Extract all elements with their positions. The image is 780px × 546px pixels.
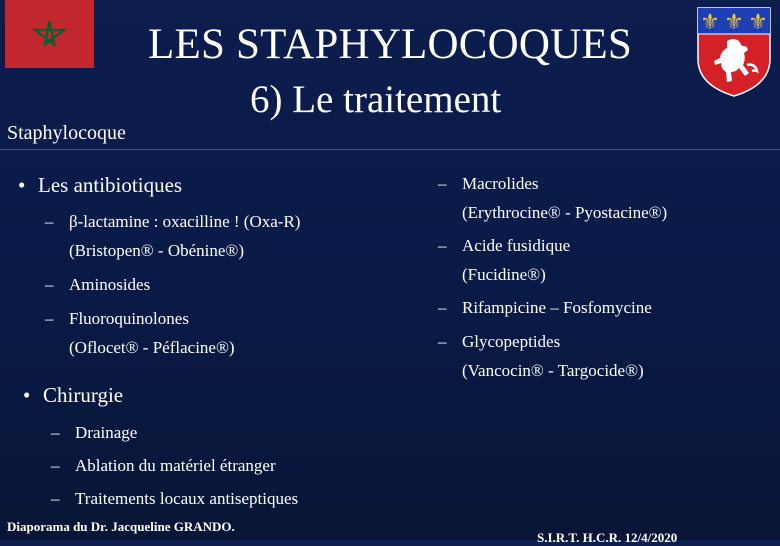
list-item-traitements-locaux [51, 488, 299, 509]
item-line: Glycopeptides [462, 332, 561, 351]
list-item-drainage [51, 422, 138, 443]
dash-icon: – [438, 298, 447, 317]
item-line: Traitements locaux antiseptiques [75, 489, 299, 508]
dash-icon: – [438, 236, 447, 255]
item-line: Acide fusidique [462, 236, 571, 255]
dash-icon: – [438, 332, 447, 351]
item-line: Ablation du matériel étranger [75, 456, 276, 475]
list-item-glycopeptides [438, 331, 561, 352]
item-detail-fucidine: (Fucidine®) [462, 265, 546, 284]
bullet-icon: • [18, 173, 26, 197]
svg-text:⚜: ⚜ [748, 10, 768, 35]
antibiotics-heading: Les antibiotiques [38, 173, 183, 197]
header-divider [0, 149, 780, 150]
list-item-macrolides [438, 173, 539, 194]
item-line: Drainage [75, 423, 138, 442]
footer-reference: S.I.R.T. H.C.R. 12/4/2020 [537, 530, 678, 545]
item-detail-bristopen: (Bristopen® - Obénine®) [69, 241, 245, 260]
list-item-aminosides [45, 274, 151, 295]
list-item-beta-lactamine [45, 211, 301, 232]
item-line: Rifampicine – Fosfomycine [462, 298, 652, 317]
item-line: β-lactamine : oxacilline ! (Oxa-R) [69, 212, 301, 231]
bullet-antibiotiques [18, 173, 183, 197]
list-item-rifampicine [438, 297, 652, 318]
dash-icon: – [51, 489, 60, 508]
svg-text:⚜: ⚜ [700, 10, 720, 35]
dash-icon: – [51, 456, 60, 475]
dash-icon: – [45, 309, 54, 328]
item-detail-oflocet: (Oflocet® - Péflacine®) [69, 338, 235, 357]
list-item-ablation [51, 455, 276, 476]
footer-author: Diaporama du Dr. Jacqueline GRANDO. [7, 519, 235, 534]
item-line: Aminosides [69, 275, 151, 294]
list-item-acide-fusidique [438, 235, 571, 256]
item-detail-vancocin: (Vancocin® - Targocide®) [462, 361, 644, 380]
bullet-chirurgie [23, 383, 124, 407]
svg-text:⚜: ⚜ [724, 10, 744, 35]
section-label: Staphylocoque [7, 122, 126, 144]
surgery-heading: Chirurgie [43, 383, 124, 407]
item-line: Fluoroquinolones [69, 309, 189, 328]
list-item-fluoroquinolones [45, 308, 189, 329]
dash-icon: – [45, 212, 54, 231]
dash-icon: – [438, 174, 447, 193]
slide-subtitle-heading: 6) Le traitement [250, 78, 502, 121]
bullet-icon: • [23, 383, 31, 407]
dash-icon: – [45, 275, 54, 294]
item-line: Macrolides [462, 174, 539, 193]
dash-icon: – [51, 423, 60, 442]
slide-title: LES STAPHYLOCOQUES [148, 21, 632, 68]
item-detail-erythrocine: (Erythrocine® - Pyostacine®) [462, 203, 668, 222]
